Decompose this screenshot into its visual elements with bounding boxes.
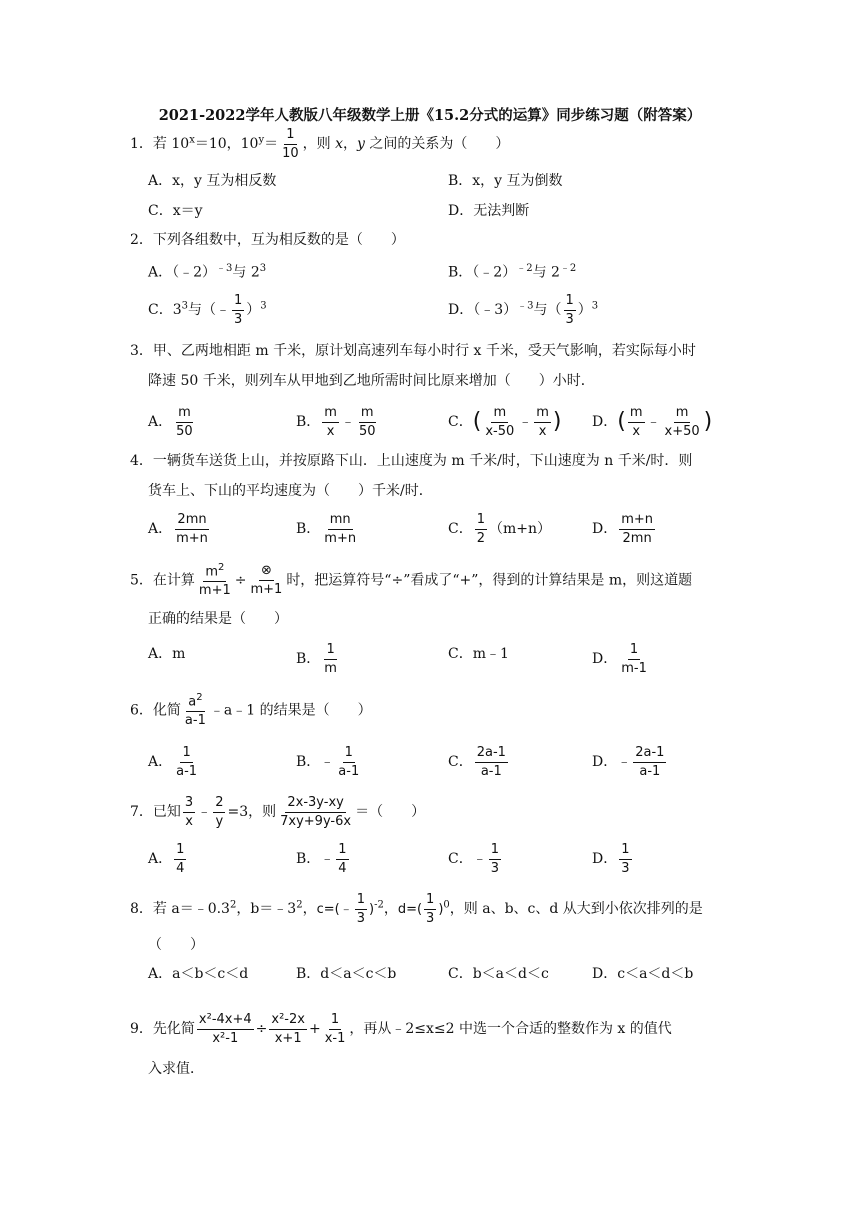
question-2: 2．下列各组数中，互为相反数的是（ ）	[130, 232, 405, 248]
q4-option-b[interactable]: B． $\frac{mn}{m+n}$	[296, 512, 357, 546]
q8-option-a[interactable]: A．a＜b＜c＜d	[148, 966, 249, 982]
q2-option-d[interactable]: D．（﹣3）$^{﹣3}$与（ $\frac{1}{3}$ ）$^3$	[448, 293, 599, 327]
question-4-line-2: 货车上、下山的平均速度为（ ）千米/时．	[148, 483, 433, 499]
q7-option-a[interactable]: A． $\frac{1}{4}$	[148, 842, 185, 876]
q5-option-b[interactable]: B． $\frac{1}{m}$	[296, 642, 337, 676]
question-7: 7．已知 $\frac{3}{x}$ ﹣ $\frac{2}{y}$ =3，则 $\frac{2x-3y-xy}{7xy+9y-6x}$ ＝（ ）	[130, 795, 426, 829]
q1-option-d[interactable]: D．无法判断	[448, 203, 530, 219]
q1-option-a[interactable]: A．x，y 互为相反数	[148, 173, 277, 189]
question-3-line-2: 降速 50 千米，则列车从甲地到乙地所需时间比原来增加（ ）小时．	[148, 373, 595, 389]
q1-option-c[interactable]: C．x＝y	[148, 203, 203, 219]
q6-option-a[interactable]: A． $\frac{1}{a-1}$	[148, 745, 198, 779]
question-8-line-2: （ ）	[148, 937, 204, 953]
question-5-line-1: 5．在计算 $\frac{m^2}{m+1}$ ÷ ⊗ m+1 时，把运算符号“÷”看成了“+”，得到的计算结果是 m，则这道题	[130, 562, 693, 598]
q1-option-b[interactable]: B．x，y 互为倒数	[448, 173, 563, 189]
q5-option-d[interactable]: D． $\frac{1}{m-1}$	[592, 642, 647, 676]
question-9-line-2: 入求值．	[148, 1061, 204, 1077]
q6-option-d[interactable]: D．﹣ $\frac{2a-1}{a-1}$	[592, 745, 665, 779]
question-4-line-1: 4．一辆货车送货上山，并按原路下山．上山速度为 m 千米/时，下山速度为 n 千米/时．则	[130, 453, 693, 469]
question-1: 1．若 $10^x=10$，$10^y=$ $\frac{1}{10}$ ，则 x，y 之间的关系为（ ）	[130, 127, 510, 161]
q4-option-d[interactable]: D． $\frac{m+n}{2mn}$	[592, 512, 654, 546]
q3-option-a[interactable]: A． $\frac{m}{50}$	[148, 405, 193, 439]
q7-option-d[interactable]: D． $\frac{1}{3}$	[592, 842, 630, 876]
q8-option-d[interactable]: D．c＜a＜d＜b	[592, 966, 694, 982]
q6-option-b[interactable]: B．﹣ $\frac{1}{a-1}$	[296, 745, 360, 779]
page-title: 2021-2022学年人教版八年级数学上册《15.2分式的运算》同步练习题（附答案）	[158, 107, 702, 124]
q3-option-d[interactable]: D．( $\frac{m}{x}$ ﹣ $\frac{m}{x+50}$ )	[592, 405, 713, 439]
q3-option-c[interactable]: C．( $\frac{m}{x-50}$ ﹣ $\frac{m}{x}$ )	[448, 405, 562, 439]
q5-option-a[interactable]: A．m	[148, 646, 186, 662]
question-5-line-2: 正确的结果是（ ）	[148, 611, 288, 627]
q7-option-b[interactable]: B．﹣ $\frac{1}{4}$	[296, 842, 347, 876]
question-6: 6．化简 $\frac{a^2}{a-1}$ ﹣a﹣1 的结果是（ ）	[130, 692, 372, 728]
question-9-line-1: 9．先化简 $\frac{\text{x²-4x+4}}{\text{x²-1}}$ ÷ $\frac{\text{x²-2x}}{x+1}$ + $\frac{1}{x-1}$ ，再从﹣2≤x≤2 中选一个合适的整数作为 x 的值代	[130, 1012, 672, 1046]
q2-option-a[interactable]: A．（﹣2）$^{﹣3}$与 $2^3$	[148, 263, 267, 281]
q4-option-a[interactable]: A． $\frac{2mn}{m+n}$	[148, 512, 208, 546]
q4-option-c[interactable]: C． $\frac{1}{2}$ （m+n）	[448, 512, 552, 546]
q3-option-b[interactable]: B． $\frac{m}{x}$ ﹣ $\frac{m}{50}$	[296, 405, 376, 439]
q8-option-c[interactable]: C．b＜a＜d＜c	[448, 966, 549, 982]
q5-option-c[interactable]: C．m﹣1	[448, 646, 509, 662]
fraction: $\frac{1}{10}$	[282, 127, 299, 161]
q2-option-b[interactable]: B．（﹣2）$^{﹣2}$与 $2^{﹣2}$	[448, 263, 577, 281]
q6-option-c[interactable]: C． $\frac{2a-1}{a-1}$	[448, 745, 506, 779]
q8-option-b[interactable]: B．d＜a＜c＜b	[296, 966, 397, 982]
question-8-line-1: 8．若 $a=﹣0.3^2$，$b=﹣3^2$，c=(﹣ $\frac{1}{3}$ )$^{-2}$，d=( $\frac{1}{3}$ )$^0$，则 a、b、c、d 从大到小依次排列的是	[130, 892, 703, 926]
q2-option-c[interactable]: C．$3^3$与（﹣ $\frac{1}{3}$ ）$^3$	[148, 293, 267, 327]
q7-option-c[interactable]: C．﹣ $\frac{1}{3}$	[448, 842, 499, 876]
question-3-line-1: 3．甲、乙两地相距 m 千米，原计划高速列车每小时行 x 千米，受天气影响，若实际每小时	[130, 343, 696, 359]
